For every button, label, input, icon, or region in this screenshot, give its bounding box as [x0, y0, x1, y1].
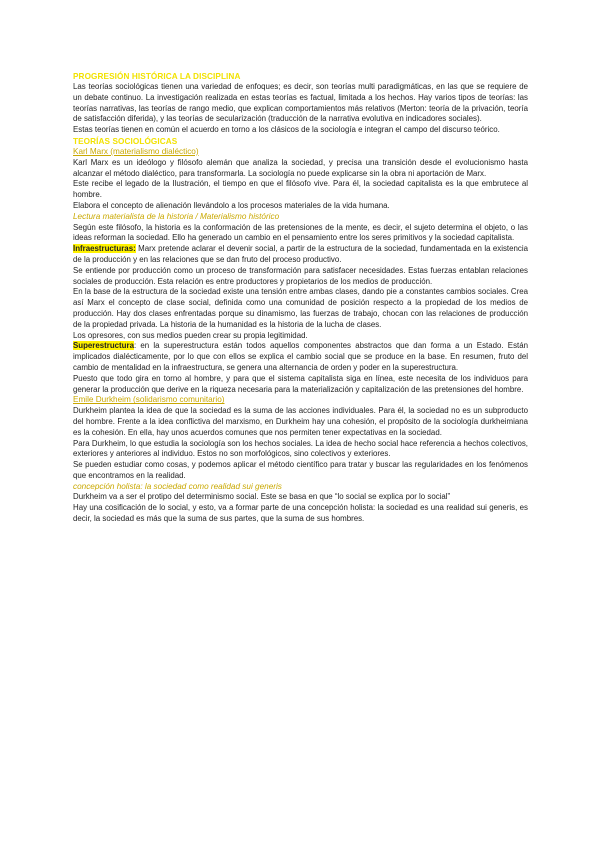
paragraph-text: Marx pretende aclarar el devenir social, a partir de la estructura de la sociedad, fundamentada en la existencia de la producción y en las relaciones que se dan fruto del proceso productivo.	[73, 244, 528, 264]
section-heading-teorias: TEORÍAS SOCIOLÓGICAS	[73, 136, 178, 146]
paragraph: Puesto que todo gira en torno al hombre, y para que el sistema capitalista siga en línea, este necesita de los individuos para generar la producción que derive en la riqueza necesaria para la materialización y capitalización de las pretensiones del hombre.	[73, 373, 528, 394]
subheading-lectura-materialista: Lectura materialista de la historia / Materialismo histórico	[73, 211, 280, 221]
paragraph-infraestructuras	[73, 244, 528, 266]
paragraph: Se entiende por producción como un proceso de transformación para satisfacer necesidades. Estas fuerzas entablan relaciones sociales de producción. Esta relación es entre productores y propietarios de los medios de producción.	[73, 265, 528, 286]
paragraph: Según este filósofo, la historia es la conformación de las pretensiones de la mente, es decir, el sujeto determina el objeto, o las ideas reforman la sociedad. Ello ha generado un cambio en el pensamiento entre los seres primitivos y la sociedad capitalista.	[73, 222, 528, 243]
paragraph: Elabora el concepto de alienación llevándolo a los procesos materiales de la vida humana.	[73, 200, 390, 210]
paragraph: Para Durkheim, lo que estudia la sociología son los hechos sociales. La idea de hecho social hace referencia a hechos colectivos, exteriores y anteriores al individuo. Estos no son morfológicos, sino colectivos y exteriores.	[73, 438, 528, 459]
paragraph-text: : en la superestructura están todos aquellos componentes abstractos que dan forma a un Estado. Están implicados dialécticamente, por lo que con ellos se explica el cambio social que se produce en la base. En resumen, fruto del cambio de mentalidad en la infraestructura, se genera una alternancia de orden y poder en la superestructura.	[73, 341, 528, 372]
subheading-concepcion-holista: concepción holista: la sociedad como realidad sui generis	[73, 481, 282, 491]
highlighted-term-infraestructuras: Infraestructuras:	[73, 244, 136, 254]
paragraph: Durkheim plantea la idea de que la sociedad es la suma de las acciones individuales. Para él, la sociedad no es un subproducto del hombre. Frente a la idea conflictiva del marxismo, en Durkheim hay una cohesión, el propósito de la sociología durkheimiana es la cohesión. En ella, hay unos acuerdos comunes que nos permiten tener expectativas en la sociedad.	[73, 406, 528, 437]
subheading-karl-marx: Karl Marx (materialismo dialéctico)	[73, 146, 199, 156]
paragraph-superestructura	[73, 341, 528, 373]
paragraph: Durkheim va a ser el protipo del determinismo social. Este se basa en que “lo social se explica por lo social”	[73, 492, 451, 502]
paragraph: Las teorías sociológicas tienen una variedad de enfoques; es decir, son teorías multi paradigmáticas, en las que se requiere de un debate continuo. La investigación realizada en estas teorías es factual, limitada a los hechos. Hay varios tipos de teorías: las teorías narrativas, las teorías de rango medio, que explican comportamientos más relativos (Merton: teoría de la privación, teoría de satisfacción diferida), y las teorías de secularización (traducción de la narrativa evolutiva en indicadores sociales).	[73, 82, 528, 124]
paragraph: Se pueden estudiar como cosas, y podemos aplicar el método científico para tratar y buscar las regularidades en los fenómenos que encontramos en la realidad.	[73, 460, 528, 480]
paragraph: Karl Marx es un ideólogo y filósofo alemán que analiza la sociedad, y precisa una transición desde el evolucionismo hasta alcanzar el método dialéctico, para transformarla. La sociología no puede explicarse sin la obra ni aportación de Marx.	[73, 157, 528, 178]
highlighted-term-superestructura: Superestructura	[73, 341, 134, 351]
paragraph: Este recibe el legado de la Ilustración, el tiempo en que el filósofo vive. Para él, la sociedad capitalista es la que embrutece al hombre.	[73, 179, 528, 200]
paragraph: En la base de la estructura de la sociedad existe una tensión entre ambas clases, dando pie a constantes cambios sociales. Crea así Marx el concepto de clase social, definida como una comunidad de posición respecto a la propiedad de los medios de producción. Hay dos clases enfrentadas porque su dinamismo, las fuerzas de trabajo, chocan con las relaciones de producción de la propiedad privada. La historia de la humanidad es la historia de la lucha de clases.	[73, 287, 528, 329]
paragraph: Estas teorías tienen en común el acuerdo en torno a los clásicos de la sociología e integran el campo del discurso teórico.	[73, 125, 500, 135]
paragraph: Hay una cosificación de lo social, y esto, va a formar parte de una concepción holista: la sociedad es una realidad sui generis, es decir, la sociedad es más que la suma de sus partes, que la suma de sus hombres.	[73, 503, 528, 524]
subheading-emile-durkheim: Emile Durkheim (solidarismo comunitario)	[73, 395, 225, 405]
paragraph: Los opresores, con sus medios pueden crear su propia legitimidad.	[73, 330, 308, 340]
section-heading-progresion: PROGRESIÓN HISTÓRICA LA DISCIPLINA	[73, 72, 241, 81]
